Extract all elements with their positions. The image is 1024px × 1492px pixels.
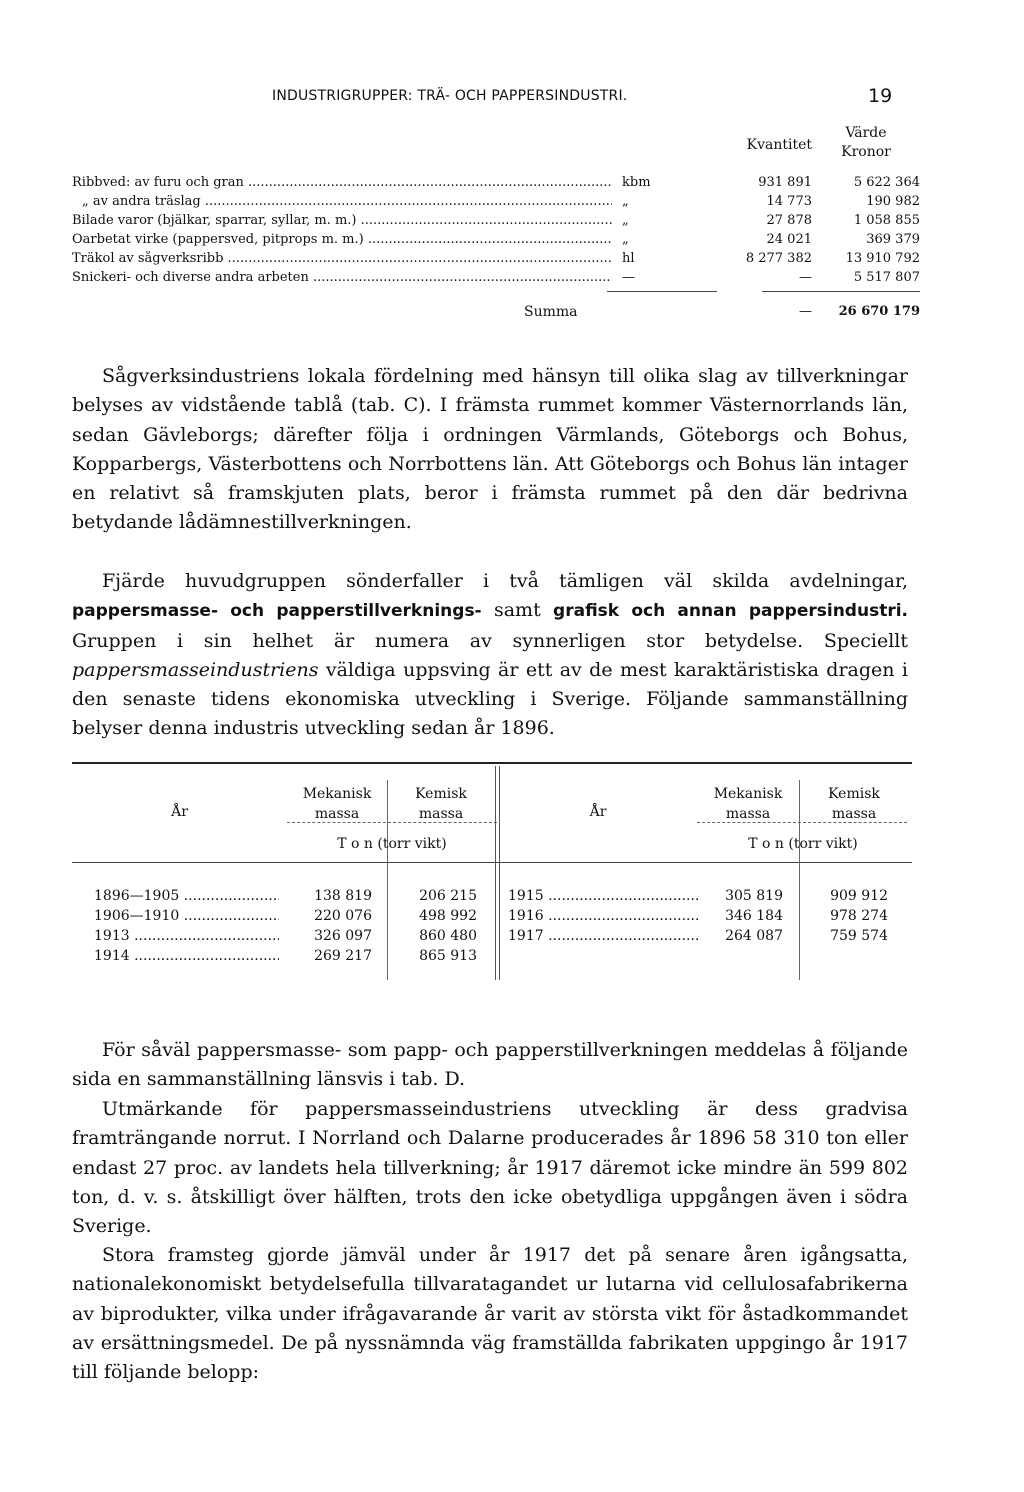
table-row: „ av andra träslag ..... „ 14 773 190 982 xyxy=(72,194,922,213)
table-cell: 206 215 xyxy=(419,888,477,904)
page-number: 19 xyxy=(868,85,893,107)
table-row-year: 1906—1910 ..... xyxy=(94,906,279,926)
table-cell: 269 217 xyxy=(314,948,372,964)
table-cell: 346 184 xyxy=(725,908,783,924)
table-row: Träkol av sågverksribb ..... hl 8 277 382 13 910 792 xyxy=(72,251,922,270)
pulp-production-table xyxy=(72,762,912,984)
table-cell: 759 574 xyxy=(830,928,888,944)
table-cell: 865 913 xyxy=(419,948,477,964)
table-cell: 860 480 xyxy=(419,928,477,944)
col-quantity-header: Kvantitet xyxy=(746,137,812,153)
table-row-year: 1896—1905 ..... xyxy=(94,886,279,906)
table-cell: 305 819 xyxy=(725,888,783,904)
paragraph: Utmärkande för pappersmasseindustriens utveckling är dess gradvisa framträngande norrut. I Norrland och Dalarne producerades år 1896 58 310 ton eller endast 27 proc. av landets hela tillverkning; år 1917 däremot icke mindre än 599 802 ton, d. v. s. åtskilligt över hälften, trots den icke obetydliga uppgången även i södra Sverige. xyxy=(72,1098,908,1238)
unit-header: T o n (torr vikt) xyxy=(337,836,447,852)
sum-rule xyxy=(607,291,717,292)
unit-header: T o n (torr vikt) xyxy=(748,836,858,852)
table-cell: 220 076 xyxy=(314,908,372,924)
col-year-header: År xyxy=(589,804,607,820)
table-row: Snickeri- och diverse andra arbeten ..... — — 5 517 807 xyxy=(72,270,922,289)
table-cell: 909 912 xyxy=(830,888,888,904)
col-mechanical-header: Mekanisk massa xyxy=(302,786,372,822)
table-cell: 138 819 xyxy=(314,888,372,904)
table-row: Oarbetat virke (pappersved, pitprops m. m.) ..... „ 24 021 369 379 xyxy=(72,232,922,251)
table-cell: 326 097 xyxy=(314,928,372,944)
col-value-header: Värde Kronor xyxy=(841,125,891,160)
paragraph: Sågverksindustriens lokala fördelning med hänsyn till olika slag av tillverkningar belyses av vidstående tablå (tab. C). I främsta rummet kommer Västernorrlands län, sedan Gävleborgs; därefter följa i ordningen Värmlands, Göteborgs och Bohus, Kopparbergs, Västerbottens och Norrbottens län. Att Göteborgs och Bohus län intager en relativt så framskjuten plats, beror i främsta rummet på den där bedrivna betydande lådämnestillverkningen. xyxy=(72,365,908,534)
running-header: INDUSTRIGRUPPER: TRÄ- OCH PAPPERSINDUSTRI. xyxy=(272,88,628,104)
paragraph: Stora framsteg gjorde jämväl under år 1917 det på senare åren igångsatta, nationalekonomiskt betydelsefulla tillvaratagandet ur lutarna vid cellulosafabrikerna av biprodukter, vilka under ifrågavarande år varit av största vikt för åstadkommandet av ersättningsmedel. De på nyssnämnda väg framställda fabrikaten uppgingo år 1917 till följande belopp: xyxy=(72,1244,908,1384)
table-row: Ribbved: av furu och gran ..... kbm 931 891 5 622 364 xyxy=(72,175,922,194)
paragraph: Fjärde huvudgruppen sönderfaller i två tämligen väl skilda avdelningar, pappersmasse- och papperstillverknings- samt grafisk och annan pappersindustri. Gruppen i sin helhet är numera av synnerligen stor betydelse. Speciellt pappersmasseindustriens väldiga uppsving är ett av de mest karaktäristiska dragen i den senaste tidens ekonomiska utveckling i Sverige. Följande sammanställning belyser denna industris utveckling sedan år 1896. xyxy=(72,570,908,740)
table-row-year: 1915 ..... xyxy=(508,886,698,906)
col-chemical-header: Kemisk massa xyxy=(828,786,880,822)
sum-label: Summa xyxy=(524,304,578,320)
table-row-year: 1916 ..... xyxy=(508,906,698,926)
table-cell: 498 992 xyxy=(419,908,477,924)
col-chemical-header: Kemisk massa xyxy=(415,786,467,822)
paragraph: För såväl pappersmasse- som papp- och papperstillverkningen meddelas å följande sida en sammanställning länsvis i tab. D. xyxy=(72,1039,908,1091)
col-year-header: År xyxy=(171,804,188,820)
table-cell: 978 274 xyxy=(830,908,888,924)
table-row-year: 1913 ..... xyxy=(94,926,279,946)
table-row-year: 1914 ..... xyxy=(94,946,279,966)
col-mechanical-header: Mekanisk massa xyxy=(713,786,783,822)
sum-quantity: — xyxy=(799,304,812,319)
table-row-year: 1917 ..... xyxy=(508,926,698,946)
table-cell: 264 087 xyxy=(725,928,783,944)
sum-rule xyxy=(762,291,920,292)
sum-value: 26 670 179 xyxy=(838,304,920,319)
table-row: Bilade varor (bjälkar, sparrar, syllar, m. m.) ..... „ 27 878 1 058 855 xyxy=(72,213,922,232)
